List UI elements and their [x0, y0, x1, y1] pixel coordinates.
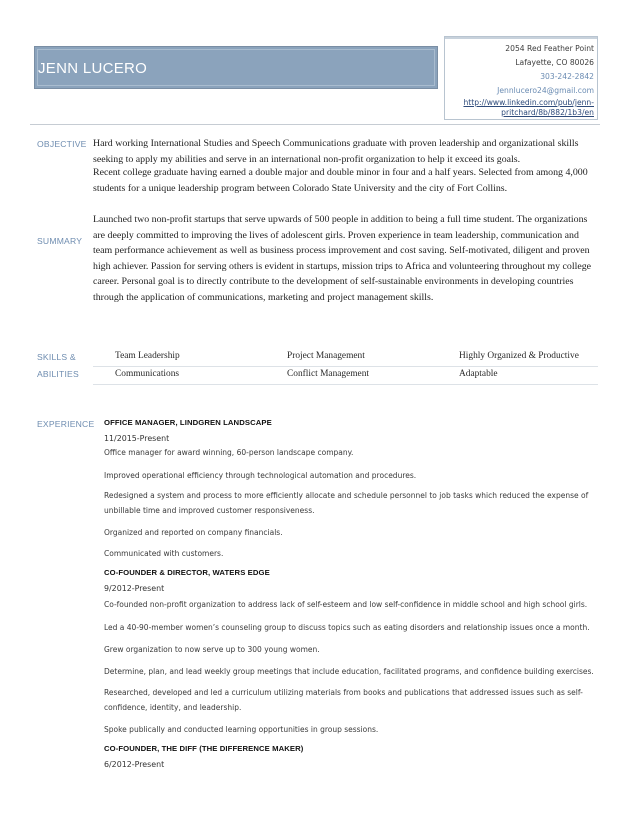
job-bullet-continued: unbillable time and improved customer responsiveness. — [104, 506, 315, 515]
skill-item: Team Leadership — [115, 351, 180, 361]
experience-label: EXPERIENCE — [37, 419, 95, 429]
skill-item: Conflict Management — [287, 369, 370, 379]
contact-linkedin-line2[interactable]: pritchard/8b/882/1b3/en — [501, 108, 594, 117]
skill-item: Highly Organized & Productive — [459, 351, 579, 361]
objective-text: Hard working International Studies and Speech Communications graduate with proven leadership and organizational skills seeking to apply my abilities and serve in an international non-profit organization to help it exceed its goals. — [93, 138, 579, 165]
candidate-name: JENN LUCERO — [38, 60, 148, 77]
job-bullet: Communicated with customers. — [104, 549, 224, 558]
skill-item: Communications — [115, 369, 180, 379]
job-bullet: Led a 40-90-member women’s counseling group to discuss topics such as eating disorders and relationship issues once a month. — [104, 623, 590, 632]
summary-label: SUMMARY — [37, 236, 83, 246]
job-date: 9/2012-Present — [104, 584, 165, 593]
job-bullet: Determine, plan, and lead weekly group meetings that include education, facilitated programs, and confidence building exercises. — [104, 667, 594, 676]
job-bullet: Researched, developed and led a curriculum utilizing materials from books and publications that addressed issues such as self- — [104, 688, 583, 697]
job-bullet: Redesigned a system and process to more efficiently allocate and schedule personnel to job tasks which reduced the expense of — [104, 491, 589, 500]
job-bullet-continued: confidence, identity, and leadership. — [104, 703, 242, 712]
skills-label-line1: SKILLS & — [37, 352, 76, 362]
skill-item: Adaptable — [459, 369, 498, 379]
skills-bottom-divider — [93, 384, 598, 385]
job-date: 11/2015-Present — [104, 434, 170, 443]
job-bullet: Spoke publically and conducted learning opportunities in group sessions. — [104, 725, 379, 734]
skill-item: Project Management — [287, 351, 365, 361]
job-bullet: Office manager for award winning, 60-person landscape company. — [104, 448, 354, 457]
job-bullet: Co-founded non-profit organization to address lack of self-esteem and low self-confidence in middle school and high school girls. — [104, 600, 588, 609]
job-bullet: Improved operational efficiency through technological automation and procedures. — [104, 471, 417, 480]
job-title: CO-FOUNDER & DIRECTOR, WATERS EDGE — [104, 568, 270, 577]
summary-paragraph-1: Recent college graduate having earned a double major and double minor in four and a half years. Selected from among 4,000 students for a unique leadership program between Colorado State University and the city of Fort Collins. — [93, 167, 588, 194]
contact-box-top-rule — [445, 37, 597, 39]
contact-address-line2: Lafayette, CO 80026 — [515, 58, 594, 67]
job-title: CO-FOUNDER, THE DIFF (THE DIFFERENCE MAKER) — [104, 744, 304, 753]
contact-address-line1: 2054 Red Feather Point — [505, 44, 594, 53]
job-title: OFFICE MANAGER, LINDGREN LANDSCAPE — [104, 418, 272, 427]
contact-phone: 303-242-2842 — [540, 72, 594, 81]
job-bullet: Grew organization to now serve up to 300 young women. — [104, 645, 320, 654]
summary-paragraph-2: Launched two non-profit startups that serve upwards of 500 people in addition to being a full time student. The organizations are deeply committed to improving the lives of adolescent girls. Proven experience in team leadership, communication and team performance achievement as well as business process improvement and cost saving. Self-motivated, diligent and proven high achiever. Passion for serving others is evident in startups, mission trips to Africa and volunteering throughout my college career. Personal goal is to directly contribute to the development of self-sustainable environments in developing countries through the application of communications, marketing and project management skills. — [93, 214, 592, 303]
job-bullet: Organized and reported on company financials. — [104, 528, 283, 537]
contact-email[interactable]: Jennlucero24@gmail.com — [497, 86, 594, 95]
objective-label: OBJECTIVE — [37, 139, 87, 149]
contact-linkedin-line1[interactable]: http://www.linkedin.com/pub/jenn- — [463, 98, 594, 107]
header-divider — [30, 124, 600, 125]
skills-row-divider — [93, 366, 598, 367]
job-date: 6/2012-Present — [104, 760, 165, 769]
skills-label-line2: ABILITIES — [37, 369, 79, 379]
